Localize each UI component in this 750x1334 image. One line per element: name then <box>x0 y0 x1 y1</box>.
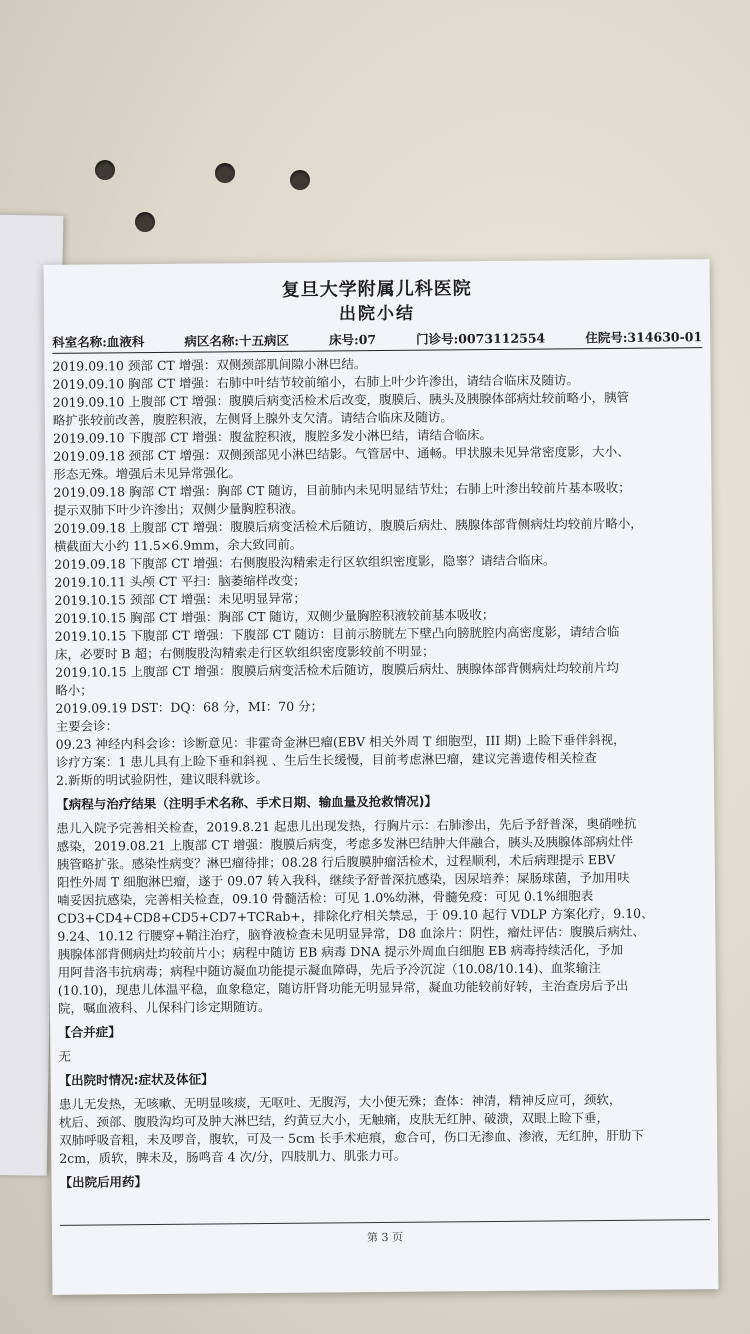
treatment-line: 阳性外周 T 细胞淋巴瘤，遂于 09.07 转入我科，继续予舒普深抗感染，因尿培养：屎肠球菌，予加用呋 <box>56 869 630 890</box>
surface-hole <box>290 170 310 190</box>
exam-line: 2019.10.15 下腹部 CT 增强：下腹部 CT 随访：目前示膀胱左下壁凸向膀胱腔内高密度影，请结合临 <box>54 623 620 644</box>
surface-hole <box>135 212 155 232</box>
exam-line: 略小； <box>55 682 93 698</box>
discharge-status-text <box>59 1090 710 1168</box>
ward-field: 病区名称:十五病区 <box>184 332 290 349</box>
hospital-name: 复旦大学附属儿科医院 <box>281 278 472 301</box>
discharge-line: 双肺呼吸音粗，未及啰音，腹软，可及一 5cm 长手术疤痕，愈合可，伤口无渗血、渗液，无红肿，肝肋下 <box>59 1127 644 1148</box>
exam-line: 2019.10.15 上腹部 CT 增强：腹膜后病变活检术后随访，腹膜后病灶、胰腺体部背侧病灶均较前片均 <box>55 659 620 680</box>
treatment-line: 用阿昔洛韦抗病毒；病程中随访凝血功能提示凝血障碍，先后予冷沉淀（10.08/10.14)、血浆输注 <box>57 960 601 980</box>
surface-hole <box>215 163 235 183</box>
exam-line: 提示双肺下叶少许渗出；双侧少量胸腔积液。 <box>53 500 304 518</box>
treatment-line: 患儿入院予完善相关检查，2019.8.21 起患儿出现发热，行胸片示：右肺渗出，先后予舒普深，奥硝唑抗 <box>56 815 637 836</box>
dst-line: 2019.09.19 DST：DQ：68 分，MI：70 分； <box>55 698 324 716</box>
exam-line: 2019.09.18 上腹部 CT 增强：腹膜后病变活检术后随访，腹膜后病灶、胰腺体部背侧病灶均较前片略小， <box>53 515 643 536</box>
department-field: 科室名称:血液科 <box>52 334 145 350</box>
consult-line: 2.新斯的明试验阴性，建议眼科就诊。 <box>55 770 269 788</box>
consult-line: 诊疗方案：1 患儿具有上睑下垂和斜视 、生后生长缓慢，目前考虑淋巴瘤，建议完善遗传相关检查 <box>55 750 597 770</box>
exam-line: 横截面大小约 11.5×6.9mm，余大致同前。 <box>53 536 303 554</box>
exam-line: 2019.10.11 头颅 CT 平扫：脑萎缩样改变； <box>54 572 306 590</box>
page-number: 第 3 页 <box>366 1230 404 1245</box>
treatment-line: 胰管略扩张。感染性病变？淋巴瘤待排；08.28 行后腹膜肿瘤活检术，过程顺利，术后病理提示 EBV <box>56 851 616 872</box>
treatment-line: CD3+CD4+CD8+CD5+CD7+TCRab+，排除化疗相关禁忌，于 09.10 起行 VDLP 方案化疗，9.10、 <box>57 905 654 926</box>
discharge-summary-page <box>44 259 719 1295</box>
medication-heading: 【出院后用药】 <box>59 1174 148 1190</box>
treatment-line: 感染，2019.08.21 上腹部 CT 增强：腹膜后病变，考虑多发淋巴结肿大伴融合，胰头及胰腺体部病灶伴 <box>56 833 634 854</box>
exam-line: 2019.09.10 下腹部 CT 增强：腹盆腔积液，腹腔多发小淋巴结，请结合临床。 <box>52 427 492 446</box>
discharge-status-heading: 【出院时情况:症状及体征】 <box>58 1071 214 1088</box>
complications-text: 无 <box>58 1048 72 1064</box>
consult-line: 09.23 神经内科会诊：诊断意见：非霍奇金淋巴瘤(EBV 相关外周 T 细胞型，III 期) 上睑下垂伴斜视， <box>55 731 626 752</box>
discharge-line: 2cm，质软，脾未及，肠鸣音 4 次/分，四肢肌力、肌张力可。 <box>59 1147 407 1166</box>
discharge-line: 患儿无发热，无咳嗽、无明显咳痰，无呕吐、无腹泻，大小便无殊；查体：神清，精神反应可，颈软， <box>58 1091 622 1112</box>
treatment-line: (10.10)，现患儿体温平稳，血象稳定，随访肝肾功能无明显异常，凝血功能较前好转，主治查房后予出 <box>57 977 629 998</box>
treatment-line: 9.24、10.12 行腰穿+鞘注治疗，脑脊液检查未见明显异常，D8 血涂片：阴性，瘤灶评估：腹膜后病灶、 <box>57 923 645 944</box>
consult-heading: 主要会诊： <box>55 718 119 734</box>
exam-line: 2019.09.10 颈部 CT 增强：双侧颈部肌间隙小淋巴结。 <box>52 356 367 374</box>
page-content <box>52 275 710 1198</box>
exam-line: 2019.10.15 胸部 CT 增强：胸部 CT 随访，双侧少量胸腔积液较前基本吸收； <box>54 607 495 626</box>
exam-line: 略扩张较前改善，腹腔积液，左侧肾上腺外支欠清。请结合临床及随访。 <box>52 409 453 428</box>
treatment-line: 胰腺体部背侧病灶均较前片小；病程中随访 EB 病毒 DNA 提示外周血白细胞 EB 病毒持续活化，予加 <box>57 941 624 962</box>
complications-heading: 【合并症】 <box>58 1024 121 1040</box>
exam-line: 2019.09.10 上腹部 CT 增强：腹膜后病变活检术后改变，腹膜后、胰头及胰腺体部病灶较前略小，胰管 <box>52 389 630 410</box>
outpatient-id-field: 门诊号:0073112554 <box>416 330 546 347</box>
discharge-line: 枕后、颈部、腹股沟均可及肿大淋巴结，约黄豆大小，无触痛，皮肤无红肿、破溃，双眼上睑下垂， <box>58 1110 610 1130</box>
bed-field: 床号:07 <box>328 332 377 348</box>
exam-line: 形态无殊。增强后未见异常强化。 <box>53 465 241 482</box>
treatment-line: 喃妥因抗感染，完善相关检查，09.10 骨髓活检：可见 1.0%幼淋，骨髓免疫：可见 0.1%细胞表 <box>56 888 594 908</box>
exam-results <box>52 352 706 790</box>
inpatient-id-field: 住院号:314630-01 <box>585 329 703 346</box>
exam-line: 床，必要时 B 超；右侧腹股沟精索走行区软组织密度影较前不明显； <box>54 643 435 662</box>
treatment-line: 院，嘱血液科、儿保科门诊定期随访。 <box>57 998 271 1016</box>
exam-line: 2019.10.15 颈部 CT 增强：未见明显异常； <box>54 590 306 608</box>
patient-header <box>52 325 702 354</box>
treatment-heading: 【病程与治疗结果（注明手术名称、手术日期、输血量及抢救情况)】 <box>56 793 437 812</box>
document-title: 出院小结 <box>338 303 416 325</box>
exam-line: 2019.09.18 胸部 CT 增强：胸部 CT 随访，目前肺内未见明显结节灶；右肺上叶渗出较前片基本吸收； <box>53 479 631 500</box>
exam-line: 2019.09.18 下腹部 CT 增强：右侧腹股沟精索走行区软组织密度影，隐睾？请结合临床。 <box>54 552 556 572</box>
exam-line: 2019.09.10 胸部 CT 增强：右肺中叶结节较前缩小，右肺上叶少许渗出，请结合临床及随访。 <box>52 372 580 392</box>
footer-divider <box>60 1219 710 1226</box>
exam-line: 2019.09.18 颈部 CT 增强：双侧颈部见小淋巴结影。气管居中、通畅。甲状腺未见异常密度影，大小、 <box>53 443 630 464</box>
treatment-text <box>56 814 708 1018</box>
surface-hole <box>95 160 115 180</box>
